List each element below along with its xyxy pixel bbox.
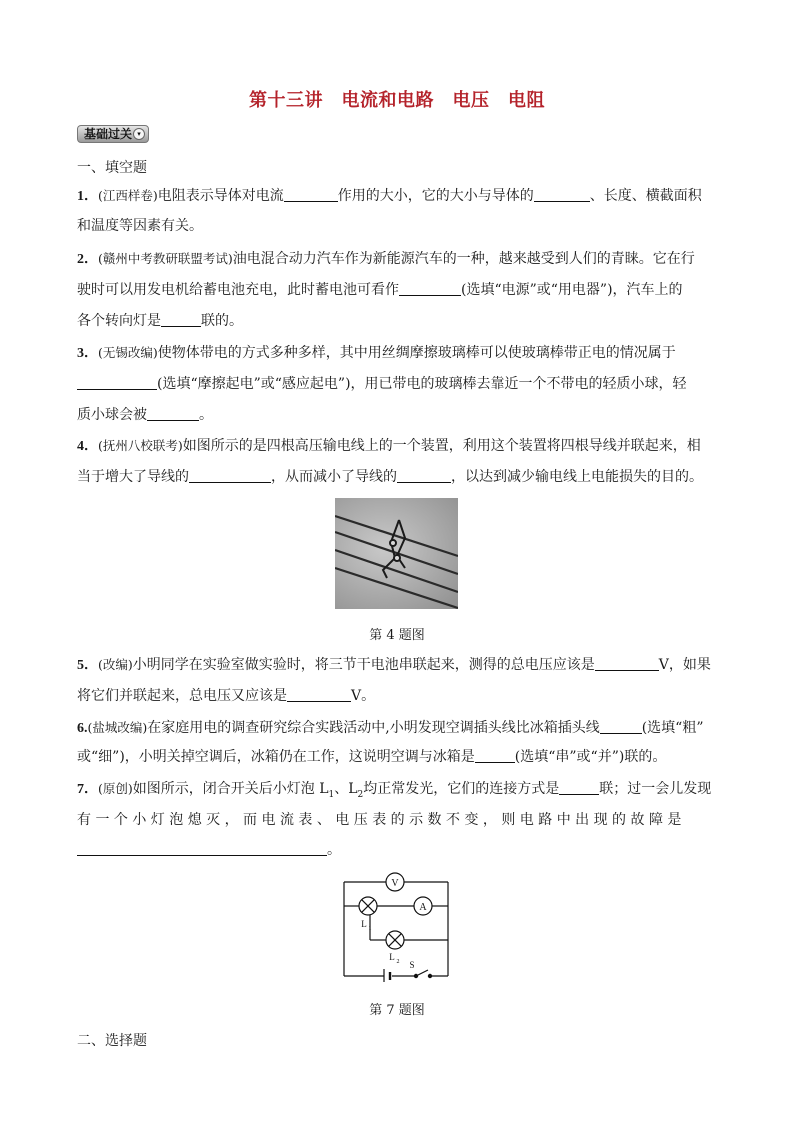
question-7-line-1: 7．(原创)如图所示，闭合开关后小灯泡 $L_1$、$L_2$均正常发光，它们的连接方式是 联；过一会儿发现 <box>77 781 712 800</box>
question-5-line-2: 将它们并联起来，总电压又应该是 V。 <box>77 688 376 704</box>
question-3-line-1: 3．(无锡改编)使物体带电的方式多种多样，其中用丝绸摩擦玻璃棒可以使玻璃棒带正电的情况属于 <box>77 345 676 361</box>
question-number: 4． <box>77 439 98 454</box>
answer-blank[interactable] <box>147 406 199 421</box>
question-5-line-1: 5．(改编)小明同学在实验室做实验时，将三节干电池串联起来，测得的总电压应该是 V，如果 <box>77 657 711 673</box>
question-7-line-2: 有 一 个 小 灯 泡 熄 灭 ， 而 电 流 表 、 电 压 表 的 示 数 不 变 ， 则 电 路 中 出 现 的 故 障 是 <box>77 812 682 828</box>
circuit-diagram <box>340 872 452 982</box>
answer-blank[interactable] <box>595 656 659 671</box>
voltmeter-label: V <box>391 878 399 889</box>
svg-text:2: 2 <box>396 959 400 965</box>
answer-blank[interactable] <box>77 375 157 390</box>
page-title: 第十三讲 电流和电路 电压 电阻 <box>249 90 545 111</box>
question-2-line-1: 2．(赣州中考教研联盟考试)油电混合动力汽车作为新能源汽车的一种，越来越受到人们的青睐。它在行 <box>77 251 695 267</box>
ammeter-label: A <box>419 902 427 913</box>
question-6-line-2: 或“细”)，小明关掉空调后，冰箱仍在工作，这说明空调与冰箱是 (选填“串”或“并”)联的。 <box>77 749 667 765</box>
question-source: (原创) <box>98 781 133 796</box>
switch-label: S <box>409 960 415 970</box>
question-4-line-2: 当于增大了导线的 ，从而减小了导线的 ，以达到减少输电线上电能损失的目的。 <box>77 469 703 485</box>
answer-blank[interactable] <box>397 468 451 483</box>
question-source: (抚州八校联考) <box>98 438 183 453</box>
figure-4-caption: 第 4 题图 <box>369 628 425 643</box>
question-6-line-1: 6.(盐城改编)在家庭用电的调查研究综合实践活动中,小明发现空调插头线比冰箱插头线 (选填“粗” <box>77 720 704 736</box>
question-2-line-3: 各个转向灯是 联的。 <box>77 313 243 329</box>
question-number: 5． <box>77 658 98 673</box>
question-number: 3． <box>77 346 98 361</box>
question-3-line-3: 质小球会被 。 <box>77 407 213 423</box>
lamp-l2-label: L <box>389 952 395 962</box>
question-number: 7． <box>77 782 98 797</box>
section-heading-fill: 一、填空题 <box>77 160 147 176</box>
figure-7-caption: 第 7 题图 <box>369 1003 425 1018</box>
answer-blank[interactable] <box>284 187 338 202</box>
answer-blank[interactable] <box>77 841 327 856</box>
answer-blank[interactable] <box>559 780 599 795</box>
answer-blank[interactable] <box>399 281 461 296</box>
badge-label: 基础过关 <box>84 127 133 141</box>
question-source: (改编) <box>98 657 133 672</box>
svg-text:1: 1 <box>368 926 372 932</box>
question-1-line-2: 和温度等因素有关。 <box>77 218 203 234</box>
answer-blank[interactable] <box>189 468 271 483</box>
question-2-line-2: 驶时可以用发电机给蓄电池充电，此时蓄电池可看作 (选填“电源”或“用电器”)，汽车上的 <box>77 282 683 298</box>
question-source: (赣州中考教研联盟考试) <box>98 251 233 266</box>
question-1-line-1: 1．(江西样卷)电阻表示导体对电流 作用的大小，它的大小与导体的 、长度、横截面积 <box>77 188 702 204</box>
question-number: 1． <box>77 189 98 204</box>
question-source: (无锡改编) <box>98 345 158 360</box>
section-badge <box>77 125 149 143</box>
answer-blank[interactable] <box>600 719 642 734</box>
answer-blank[interactable] <box>475 748 515 763</box>
chevron-down-icon: ▾ <box>133 128 145 140</box>
question-number: 2． <box>77 252 98 267</box>
question-source: (盐城改编) <box>87 720 148 735</box>
question-4-line-1: 4．(抚州八校联考)如图所示的是四根高压输电线上的一个装置，利用这个装置将四根导线并联起来，相 <box>77 438 701 454</box>
answer-blank[interactable] <box>534 187 590 202</box>
question-number: 6. <box>77 721 88 736</box>
question-source: (江西样卷) <box>98 188 158 203</box>
answer-blank[interactable] <box>287 687 351 702</box>
section-heading-choice: 二、选择题 <box>77 1033 147 1049</box>
answer-blank[interactable] <box>161 312 201 327</box>
question-7-line-3: 。 <box>77 840 717 860</box>
power-line-spacer-photo <box>335 498 458 609</box>
lamp-l1-label: L <box>361 919 367 929</box>
question-3-line-2: (选填“摩擦起电”或“感应起电”)，用已带电的玻璃棒去靠近一个不带电的轻质小球，轻 <box>77 374 717 394</box>
